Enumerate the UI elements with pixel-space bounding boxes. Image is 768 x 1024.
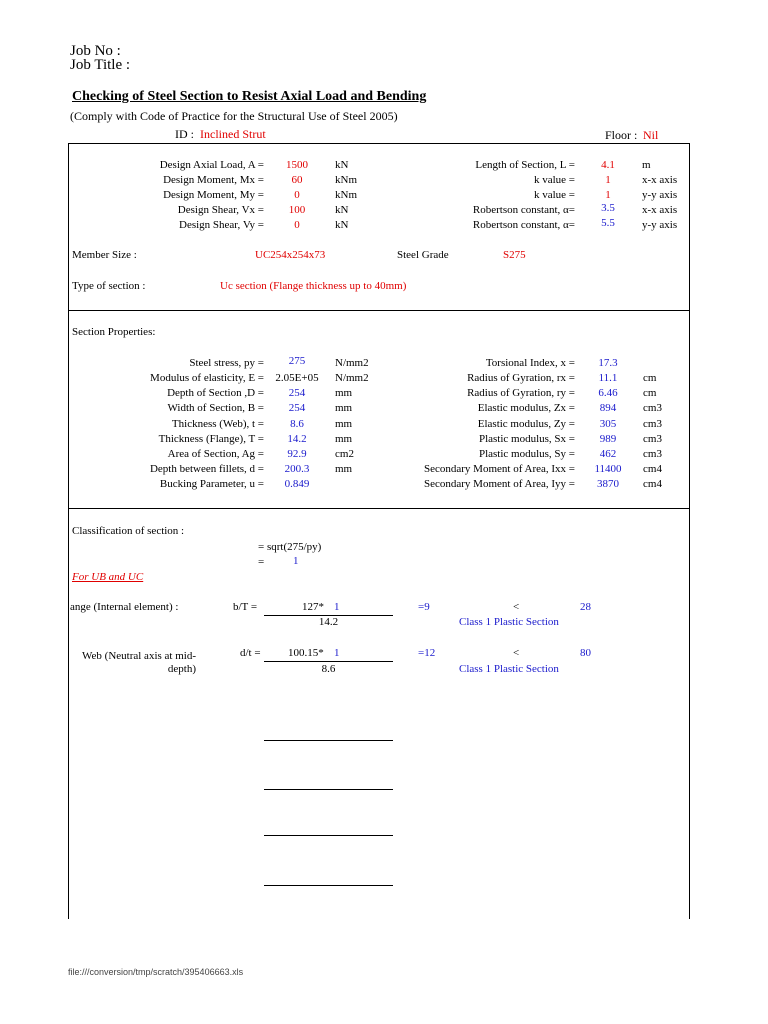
- prop-value: 11.1: [598, 372, 618, 384]
- prop-unit: cm3: [643, 433, 662, 445]
- job-no-label: Job No :: [70, 43, 121, 59]
- prop-unit: mm: [335, 402, 353, 414]
- prop-value: 894: [599, 402, 617, 414]
- param-label: k value =: [533, 174, 575, 186]
- prop-label: Plastic modulus, Sy =: [478, 448, 575, 460]
- load-value: 0: [294, 189, 300, 201]
- load-unit: kNm: [335, 174, 357, 186]
- param-label: Length of Section, L =: [475, 159, 575, 171]
- member-size-value: UC254x254x73: [255, 249, 326, 261]
- steel-grade-value: S275: [503, 249, 526, 261]
- web-numerator: 100.15*: [288, 647, 324, 659]
- web-numerator-factor: 1: [334, 647, 340, 659]
- section-type-label: Type of section :: [72, 280, 146, 292]
- ub-uc-label: For UB and UC: [72, 571, 144, 583]
- prop-value: 305: [599, 418, 617, 430]
- section-properties-heading: Section Properties:: [72, 326, 156, 338]
- prop-unit: cm3: [643, 402, 662, 414]
- frame-left: [68, 143, 69, 919]
- prop-value: 11400: [594, 463, 622, 475]
- load-value: 60: [291, 174, 303, 186]
- flange-numerator-factor: 1: [334, 601, 340, 613]
- web-fraction-line: [264, 661, 393, 662]
- prop-unit: cm2: [335, 448, 354, 460]
- param-value: 5.5: [601, 217, 615, 229]
- empty-fraction-line: [264, 789, 393, 790]
- flange-result: =9: [418, 601, 430, 613]
- frame-divider-1: [68, 310, 690, 311]
- prop-label: Elastic modulus, Zy =: [477, 418, 575, 430]
- prop-unit: mm: [335, 433, 353, 445]
- prop-value: 0.849: [284, 478, 310, 490]
- flange-class: Class 1 Plastic Section: [459, 616, 559, 628]
- id-value: Inclined Strut: [200, 127, 266, 141]
- steel-grade-label: Steel Grade: [397, 249, 449, 261]
- prop-unit: N/mm2: [335, 357, 369, 369]
- empty-fraction-line: [264, 885, 393, 886]
- param-unit: y-y axis: [642, 189, 678, 201]
- param-value: 1: [605, 189, 611, 201]
- param-label: k value =: [533, 189, 575, 201]
- load-label: Design Shear, Vy =: [179, 219, 264, 231]
- page-subtitle: (Comply with Code of Practice for the Structural Use of Steel 2005): [70, 109, 398, 123]
- prop-value: 200.3: [284, 463, 310, 475]
- flange-limit: 28: [580, 601, 591, 613]
- load-unit: kN: [335, 219, 349, 231]
- prop-value: 275: [288, 355, 306, 367]
- load-unit: kNm: [335, 189, 357, 201]
- id-label: ID :: [175, 127, 194, 141]
- prop-label: Steel stress, py =: [189, 357, 264, 369]
- web-lt: <: [513, 647, 520, 659]
- param-unit: m: [642, 159, 651, 171]
- prop-label: Radius of Gyration, ry =: [467, 387, 575, 399]
- prop-value: 989: [599, 433, 617, 445]
- param-value: 1: [605, 174, 611, 186]
- flange-lt: <: [513, 601, 520, 613]
- prop-unit: cm4: [643, 463, 662, 475]
- empty-fraction-line: [264, 740, 393, 741]
- prop-label: Depth of Section ,D =: [167, 387, 264, 399]
- file-path: file:///conversion/tmp/scratch/395406663.xls: [68, 967, 244, 977]
- prop-value: 17.3: [598, 357, 618, 369]
- load-value: 100: [288, 204, 306, 216]
- prop-label: Plastic modulus, Sx =: [478, 433, 575, 445]
- web-denominator: 8.6: [321, 663, 336, 675]
- prop-value: 254: [288, 402, 306, 414]
- prop-label: Area of Section, Ag =: [167, 448, 264, 460]
- param-unit: x-x axis: [642, 174, 678, 186]
- flange-denominator: 14.2: [318, 616, 339, 628]
- floor-value: Nil: [643, 128, 659, 142]
- prop-value: 462: [599, 448, 617, 460]
- epsilon-value: 1: [293, 555, 299, 567]
- prop-value: 6.46: [598, 387, 618, 399]
- param-unit: y-y axis: [642, 219, 678, 231]
- prop-label: Thickness (Flange), T =: [158, 433, 264, 445]
- prop-unit: cm3: [643, 418, 662, 430]
- web-limit: 80: [580, 647, 591, 659]
- param-label: Robertson constant, α=: [472, 204, 575, 216]
- prop-unit: cm: [643, 387, 657, 399]
- classification-heading: Classification of section :: [72, 525, 185, 537]
- prop-value: 2.05E+05: [275, 372, 319, 384]
- web-label-2: depth): [167, 663, 196, 675]
- page-title: Checking of Steel Section to Resist Axial Load and Bending: [72, 89, 427, 104]
- param-label: Robertson constant, α=: [472, 219, 575, 231]
- prop-unit: cm: [643, 372, 657, 384]
- prop-value: 14.2: [287, 433, 307, 445]
- prop-unit: cm4: [643, 478, 662, 490]
- load-unit: kN: [335, 204, 349, 216]
- prop-value: 3870: [597, 478, 619, 490]
- flange-ratio-label: b/T =: [233, 601, 258, 613]
- load-unit: kN: [335, 159, 349, 171]
- prop-label: Depth between fillets, d =: [149, 463, 264, 475]
- prop-unit: N/mm2: [335, 372, 369, 384]
- floor-label: Floor :: [605, 128, 638, 142]
- load-label: Design Axial Load, A =: [159, 159, 264, 171]
- frame-right: [689, 143, 690, 919]
- prop-value: 8.6: [290, 418, 304, 430]
- web-label: Web (Neutral axis at mid-: [82, 650, 196, 662]
- web-ratio-label: d/t =: [240, 647, 261, 659]
- load-value: 1500: [286, 159, 308, 171]
- param-unit: x-x axis: [642, 204, 678, 216]
- prop-label: Torsional Index, x =: [485, 357, 575, 369]
- param-value: 4.1: [601, 159, 615, 171]
- prop-label: Width of Section, B =: [167, 402, 264, 414]
- job-title-label: Job Title :: [70, 57, 131, 73]
- load-label: Design Shear, Vx =: [177, 204, 264, 216]
- flange-label: ange (Internal element) :: [70, 601, 179, 613]
- flange-numerator: 127*: [302, 601, 324, 613]
- prop-unit: mm: [335, 387, 353, 399]
- load-label: Design Moment, My =: [163, 189, 264, 201]
- load-label: Design Moment, Mx =: [163, 174, 264, 186]
- web-result: =12: [418, 647, 436, 659]
- prop-label: Thickness (Web), t =: [171, 418, 264, 430]
- prop-value: 92.9: [287, 448, 307, 460]
- epsilon-formula: = sqrt(275/py): [258, 541, 322, 553]
- prop-value: 254: [288, 387, 306, 399]
- frame-divider-2: [68, 508, 690, 509]
- load-value: 0: [294, 219, 300, 231]
- frame-top: [68, 143, 690, 144]
- prop-unit: cm3: [643, 448, 662, 460]
- prop-label: Secondary Moment of Area, Iyy =: [424, 478, 575, 490]
- member-size-label: Member Size :: [72, 249, 137, 261]
- prop-label: Secondary Moment of Area, Ixx =: [424, 463, 575, 475]
- prop-unit: mm: [335, 463, 353, 475]
- prop-label: Radius of Gyration, rx =: [467, 372, 575, 384]
- epsilon-equals: =: [258, 556, 265, 568]
- web-class: Class 1 Plastic Section: [459, 663, 559, 675]
- prop-label: Modulus of elasticity, E =: [150, 372, 264, 384]
- prop-unit: mm: [335, 418, 353, 430]
- prop-label: Bucking Parameter, u =: [159, 478, 264, 490]
- empty-fraction-line: [264, 835, 393, 836]
- param-value: 3.5: [601, 202, 615, 214]
- section-type-value: Uc section (Flange thickness up to 40mm): [220, 280, 407, 292]
- prop-label: Elastic modulus, Zx =: [477, 402, 575, 414]
